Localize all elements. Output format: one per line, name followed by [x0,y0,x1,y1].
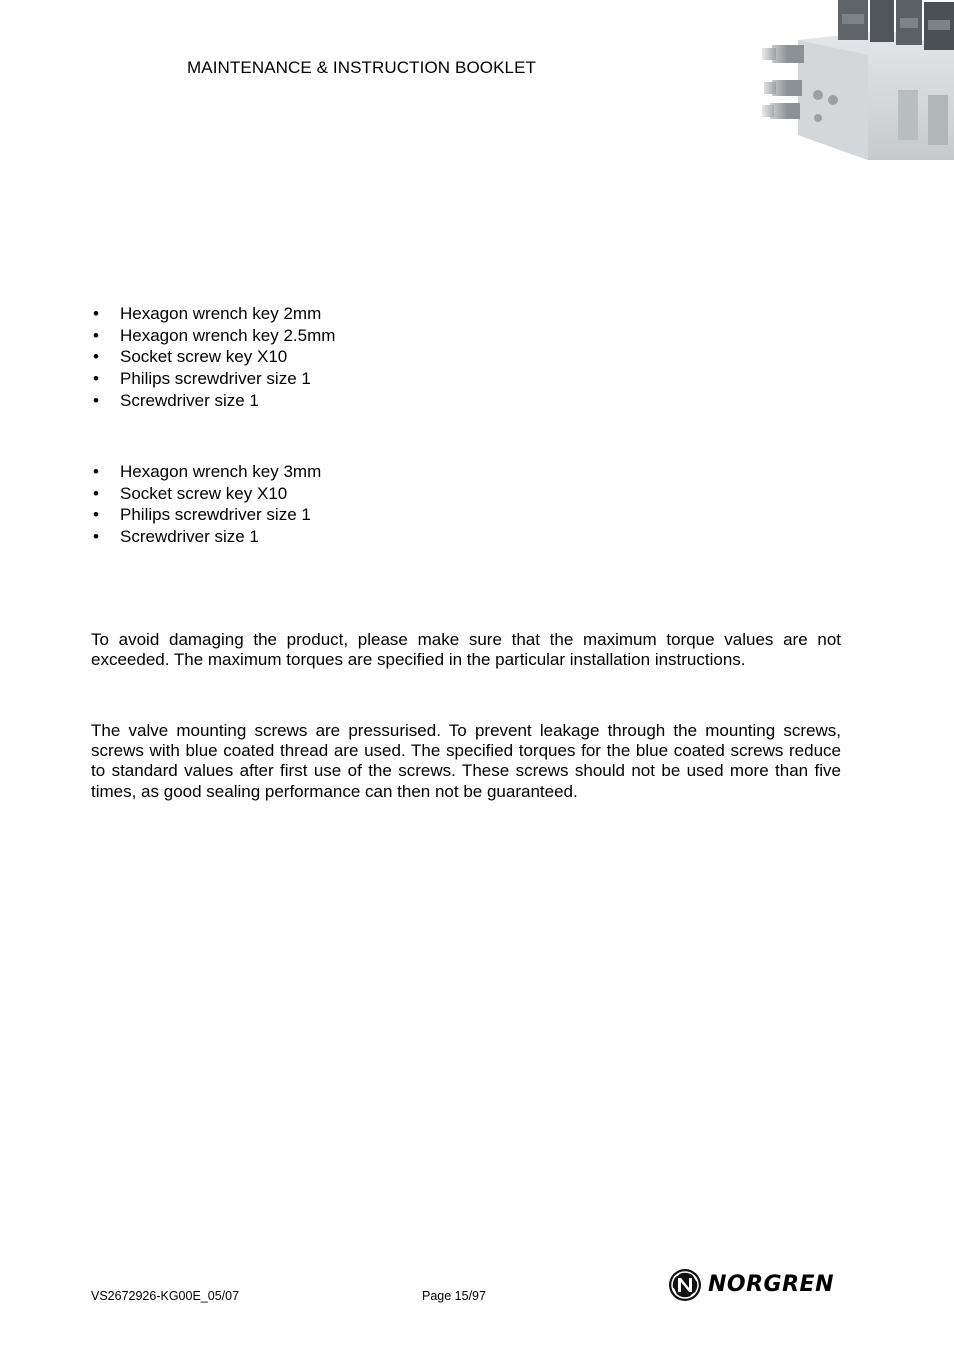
norgren-logo-text: NORGREN [708,1272,834,1297]
bullet: • [93,462,99,481]
footer-page-number: Page 15/97 [422,1289,486,1303]
bullet: • [93,304,99,323]
bullet: • [93,505,99,525]
list-item-text: Screwdriver size 1 [120,527,259,547]
valve-manifold-image [758,0,954,160]
bullet: • [93,325,99,345]
bullet: • [93,369,99,389]
list-item [91,303,335,325]
list-item-text: Hexagon wrench key 2mm [120,304,322,323]
list-item [91,390,335,412]
footer-document-id: VS2672926-KG00E_05/07 [91,1289,240,1303]
list-item-text: Screwdriver size 1 [120,390,259,410]
list-item-text: Socket screw key X10 [120,347,288,367]
mounting-screws-paragraph: The valve mounting screws are pressurised. To prevent leakage through the mounting screws, screws with blue coated thread are used. The specified torques for the blue coated screws reduce to standard values after first use of the screws. These screws should not be used more than five times, as good sealing performance can then not be guaranteed. [91,721,841,801]
tool-list-1 [91,303,335,411]
list-item [91,346,335,368]
list-item [91,461,321,483]
list-item-text: Philips screwdriver size 1 [120,505,311,525]
list-item-text: Philips screwdriver size 1 [120,369,311,389]
page-header-title: MAINTENANCE & INSTRUCTION BOOKLET [187,58,537,77]
list-item-text: Socket screw key X10 [120,483,288,503]
list-item [91,504,321,526]
bullet: • [93,347,99,367]
list-item-text: Hexagon wrench key 2.5mm [120,325,336,345]
list-item [91,483,321,505]
torque-warning-paragraph: To avoid damaging the product, please make sure that the maximum torque values are not exceeded. The maximum torques are specified in the particular installation instructions. [91,630,841,670]
bullet: • [93,483,99,503]
norgren-logo-icon [668,1268,702,1302]
list-item [91,368,335,390]
bullet: • [93,390,99,410]
bullet: • [93,527,99,547]
list-item [91,325,335,347]
tool-list-2 [91,461,321,548]
norgren-logo [668,1268,844,1302]
list-item [91,526,321,548]
list-item-text: Hexagon wrench key 3mm [120,462,322,481]
